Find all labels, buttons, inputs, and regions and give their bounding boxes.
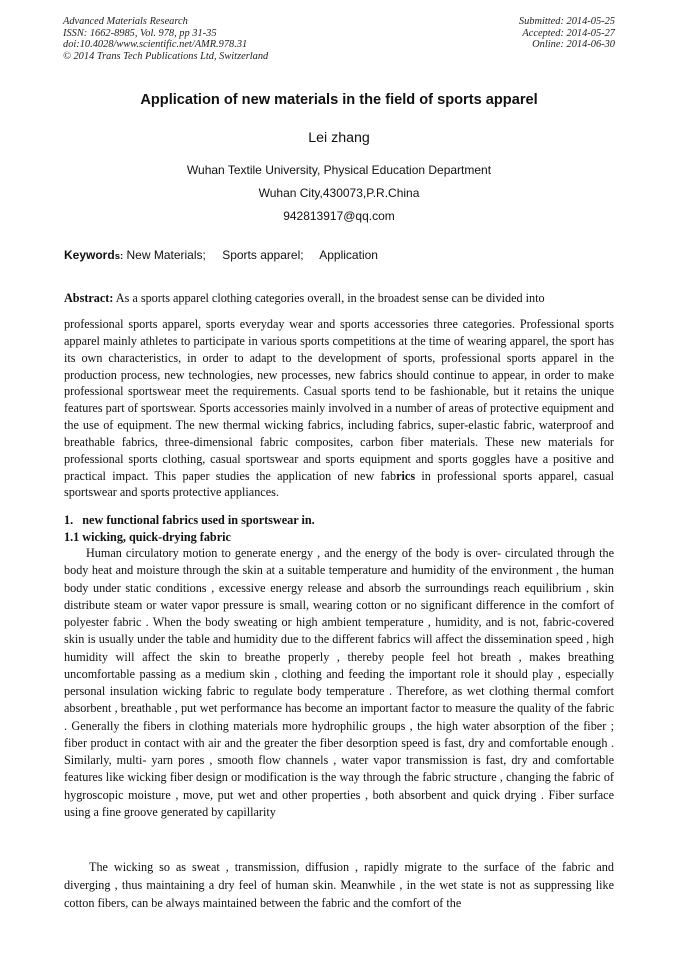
abstract-first-line bbox=[64, 290, 614, 306]
submitted-date: Submitted: 2014-05-25 bbox=[518, 16, 615, 27]
section-heading: 1. new functional fabrics used in sportswear in. bbox=[64, 513, 315, 527]
abstract-label: Abstract: bbox=[64, 291, 114, 305]
keyword-item: Sports apparel; bbox=[222, 248, 304, 262]
author-email: 942813917@qq.com bbox=[283, 209, 395, 223]
paper-title: Application of new materials in the field of sports apparel bbox=[140, 92, 538, 108]
keywords-label-suffix: s: bbox=[114, 251, 124, 262]
body-paragraph-1: Human circulatory motion to generate energy , and the energy of the body is over- circulated through the body heat and moisture through the skin at a suitable temperature and humidity of the environment , the human body under static conditions , excessive energy release and absorb the surroundings reach equilibrium , skin distribute steam or water vapor pressure is small, wearing cotton or no significant difference in the comfort of polyester fabric . When the body sweating or high ambient temperature , humidity, and is not, fabric-covered skin is usually under the table and humidity due to the different fabrics will affect the dissemination speed , high humidity will affect the skin to breathe properly , thereby people feel hot breath , makes breathing uncomfortable passing as a medium skin , clothing and feeding the important role it should play , especially personal insulation wicking fabric to regulate body temperature . Therefore, as wet clothing thermal comfort absorbent , breathable , put wet performance has become an important factor to measure the quality of the fabric . Generally the fibers in clothing materials more hydrophilic groups , the high water absorption of the fiber ; fiber product in contact with air and the greater the fiber desorption speed is fast, dry and comfortable enough . Similarly, multi- yarn pores , smooth flow channels , water vapor transmission is fast, dry and comfortable features like wicking fiber design or modification is the way through the fabric structure , changing the fabric of hygroscopic moisture , move, put wet and other properties , both absorbent and quick drying . Fiber surface using a fine groove generated by capillarity bbox=[64, 546, 614, 819]
author-name: Lei zhang bbox=[308, 130, 370, 146]
abstract-body bbox=[64, 316, 614, 501]
abstract-text: professional sports apparel, sports everyday wear and sports accessories three categories. Professional sports apparel mainly athletes to participate in various sports competitions at the time of wearing apparel, the sport has its own characteristics, in order to adapt to the development of sports, professional sports apparel in the production process, new technologies, new processes, new fabrics should continue to appear, in order to make professional sportswear meet the requirements. Casual sports tend to be fashionable, but it retains the unique features part of sportswear. Sports accessories mainly involved in a number of areas of protective equipment and the use of equipment. The new thermal wicking fabrics, including fabrics, super-elastic fabric, waterproof and breathable fabrics, three-dimensional fabric composites, carbon fiber materials. These new materials for professional sports clothing, casual sportswear and sports equipment and sports goggles have a positive and practical impact. This paper studies the application of new fab bbox=[64, 317, 614, 483]
keyword-item: Application bbox=[319, 248, 378, 262]
affiliation-city: Wuhan City,430073,P.R.China bbox=[258, 186, 420, 200]
subsection-heading: 1.1 wicking, quick-drying fabric bbox=[64, 530, 231, 544]
keyword-item: New Materials; bbox=[126, 248, 206, 262]
publication-info bbox=[63, 16, 268, 62]
copyright: © 2014 Trans Tech Publications Ltd, Switzerland bbox=[63, 50, 269, 62]
keywords-label: Keyword bbox=[64, 248, 115, 262]
doi: doi:10.4028/www.scientific.net/AMR.978.31 bbox=[63, 39, 248, 51]
publication-dates bbox=[519, 16, 615, 51]
accepted-date: Accepted: 2014-05-27 bbox=[522, 27, 615, 39]
body-paragraph-2: The wicking so as sweat , transmission, diffusion , rapidly migrate to the surface of the fabric and diverging , thus maintaining a dry feel of human skin. Meanwhile , in the wet state is not as suppressing like cotton fibers, can be always maintained between the fabric and the comfort of the bbox=[64, 860, 614, 911]
journal-name: Advanced Materials Research bbox=[63, 16, 188, 27]
online-date: Online: 2014-06-30 bbox=[532, 39, 615, 51]
affiliation-department: Wuhan Textile University, Physical Education Department bbox=[186, 163, 492, 177]
abstract-first-text: As a sports apparel clothing categories overall, in the broadest sense can be divided into bbox=[115, 291, 545, 305]
abstract-text-end: in professional sports apparel, casual sportswear and sports protective appliances. bbox=[64, 468, 614, 500]
issn-volume: ISSN: 1662-8985, Vol. 978, pp 31-35 bbox=[63, 27, 217, 39]
keywords-line bbox=[64, 248, 378, 262]
abstract-bold-fragment: rics bbox=[396, 468, 416, 483]
